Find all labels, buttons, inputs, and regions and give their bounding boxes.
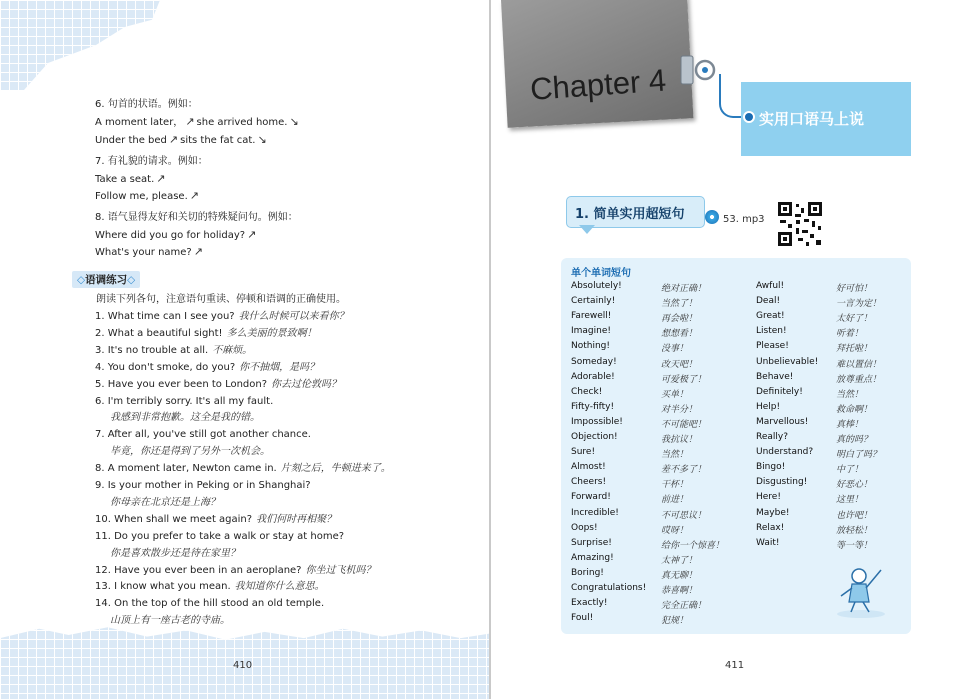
phrase-english: Cheers! bbox=[571, 477, 607, 488]
exercise-chinese: 你是喜欢散步还是待在家里？ bbox=[110, 547, 240, 559]
phrase-english: Bingo! bbox=[756, 462, 786, 473]
phrase-english: Congratulations! bbox=[571, 583, 647, 593]
exercise-line bbox=[95, 342, 252, 359]
phrase-english: Here! bbox=[756, 492, 781, 503]
phrase-english: Definitely! bbox=[756, 386, 803, 397]
exercise-chinese: 你不抽烟，是吗？ bbox=[239, 361, 320, 373]
phrase-chinese: 哎呀！ bbox=[661, 525, 689, 536]
phrase-chinese: 给你一个惊喜！ bbox=[661, 540, 725, 551]
exercise-line bbox=[95, 376, 341, 393]
phrase-english: Behave! bbox=[756, 371, 794, 382]
phrase-chinese: 想想看！ bbox=[661, 329, 698, 340]
exercise-english: 5. Have you ever been to London? bbox=[95, 378, 268, 390]
exercise-line bbox=[95, 393, 273, 410]
phrase-chinese: 真无聊！ bbox=[661, 570, 698, 581]
phrase-english: Listen! bbox=[756, 326, 787, 337]
exercise-chinese: 毕竟，你还是得到了另外一次机会。 bbox=[110, 446, 270, 458]
phrase-english: Farewell! bbox=[571, 311, 612, 322]
exercise-line bbox=[95, 562, 376, 579]
exercise-english: 14. On the top of the hill stood an old temple. bbox=[95, 598, 325, 610]
phrase-english: Fifty-fifty! bbox=[571, 401, 615, 412]
intonation-arrow-icon: ↗ bbox=[156, 172, 166, 185]
chapter-connector bbox=[719, 74, 743, 118]
page-number-left: 410 bbox=[233, 660, 253, 671]
audio-file-label[interactable]: 53. mp3 bbox=[723, 214, 765, 225]
exercise-line bbox=[95, 308, 349, 325]
phrase-chinese: 难以置信！ bbox=[836, 359, 882, 370]
rule-example-text: she arrived home. bbox=[196, 117, 288, 128]
phrase-chinese: 放尊重点！ bbox=[836, 374, 882, 385]
chapter-label: Chapter 4 bbox=[529, 62, 668, 107]
exercise-chinese: 我们何时再相聚？ bbox=[256, 513, 337, 525]
qr-code-icon[interactable] bbox=[776, 200, 824, 248]
rule-example-text: sits the fat cat. bbox=[180, 135, 256, 146]
rule-line: 8. 语气显得友好和关切的特殊疑问句。例如： bbox=[95, 212, 298, 223]
phrase-english: Certainly! bbox=[571, 296, 616, 307]
phrase-chinese: 绝对正确！ bbox=[661, 284, 707, 294]
rule-example-text: Under the bed bbox=[95, 135, 167, 146]
exercise-line bbox=[110, 443, 270, 460]
phrase-english: Awful! bbox=[756, 281, 785, 291]
phrase-chinese: 放轻松！ bbox=[836, 525, 873, 536]
exercise-line bbox=[95, 595, 324, 612]
exercise-chinese: 你去过伦敦吗？ bbox=[271, 378, 342, 390]
exercise-instruction: 朗读下列各句，注意语句重读、停顿和语调的正确使用。 bbox=[96, 294, 346, 305]
topic-title: 1. 简单实用超短句 bbox=[575, 207, 685, 222]
exercise-line bbox=[95, 426, 311, 443]
exercise-chinese: 我什么时候可以来看你？ bbox=[238, 311, 349, 322]
phrase-english: Almost! bbox=[571, 462, 606, 473]
phrase-english: Relax! bbox=[756, 522, 785, 533]
phrase-chinese: 等一等！ bbox=[836, 540, 873, 551]
audio-cd-icon[interactable] bbox=[705, 210, 719, 224]
right-page bbox=[491, 0, 978, 699]
exercise-line bbox=[110, 494, 220, 511]
phrase-chinese: 太神了！ bbox=[661, 555, 698, 566]
phrase-english: Boring! bbox=[571, 567, 604, 578]
exercise-english: 13. I know what you mean. bbox=[95, 581, 231, 593]
exercise-line bbox=[95, 477, 311, 494]
intonation-arrow-icon: ↘ bbox=[289, 115, 299, 128]
phrase-chinese: 当然！ bbox=[661, 450, 689, 461]
rule-line bbox=[95, 226, 258, 244]
phrase-chinese: 犯规！ bbox=[661, 616, 689, 627]
phrase-english: Adorable! bbox=[571, 371, 615, 382]
topic-tab-pointer bbox=[579, 225, 595, 234]
phrase-english: Foul! bbox=[571, 613, 594, 624]
phrase-english: Nothing! bbox=[571, 341, 610, 352]
exercise-english: 10. When shall we meet again? bbox=[95, 513, 253, 525]
exercise-line bbox=[95, 460, 391, 477]
rule-example-text: What's your name? bbox=[95, 247, 192, 258]
phrase-chinese: 一言为定！ bbox=[836, 299, 882, 310]
phrase-chinese: 好恶心！ bbox=[836, 480, 873, 491]
phrase-card-title: 单个单词短句 bbox=[571, 268, 631, 279]
phrase-chinese: 当然！ bbox=[836, 389, 864, 400]
phrase-english: Deal! bbox=[756, 296, 781, 307]
phrase-english: Disgusting! bbox=[756, 477, 808, 488]
rule-line bbox=[95, 131, 269, 149]
rule-line: 6. 句首的状语。例如： bbox=[95, 99, 198, 110]
exercise-line bbox=[95, 511, 336, 528]
binder-clip-icon bbox=[679, 50, 719, 90]
phrase-chinese: 买单！ bbox=[661, 389, 689, 400]
rule-example-text: Where did you go for holiday? bbox=[95, 230, 246, 241]
phrase-chinese: 这里！ bbox=[836, 495, 864, 506]
phrase-chinese: 完全正确！ bbox=[661, 601, 707, 612]
rule-line bbox=[95, 113, 301, 131]
intonation-arrow-icon: ↘ bbox=[257, 133, 267, 146]
phrase-english: Exactly! bbox=[571, 598, 608, 609]
phrase-chinese: 可爱极了！ bbox=[661, 374, 707, 385]
intonation-arrow-icon: ↗ bbox=[247, 228, 257, 241]
phrase-english: Sure! bbox=[571, 447, 596, 458]
grid-decoration-top bbox=[0, 0, 160, 90]
intonation-arrow-icon: ↗ bbox=[193, 245, 203, 258]
rule-line: 7. 有礼貌的请求。例如： bbox=[95, 156, 208, 167]
phrase-chinese: 改天吧！ bbox=[661, 359, 698, 370]
cartoon-figure-icon bbox=[829, 562, 889, 620]
exercise-chinese: 不麻烦。 bbox=[212, 344, 253, 356]
phrase-chinese: 再会啦！ bbox=[661, 314, 698, 325]
exercise-english: 7. After all, you've still got another chance. bbox=[95, 429, 311, 441]
phrase-chinese: 前进！ bbox=[661, 495, 689, 506]
phrase-english: Really? bbox=[756, 432, 789, 442]
exercise-chinese: 我知道你什么意思。 bbox=[234, 581, 325, 593]
phrase-chinese: 好可怕！ bbox=[836, 284, 873, 294]
exercise-chinese: 我感到非常抱歉。这全是我的错。 bbox=[110, 412, 260, 424]
bullet-dot-icon bbox=[743, 111, 755, 123]
section-title: ◇语调练习◇ bbox=[72, 271, 140, 288]
phrase-chinese: 真的吗？ bbox=[836, 435, 873, 445]
phrase-chinese: 拜托啦！ bbox=[836, 344, 873, 355]
exercise-line bbox=[110, 612, 230, 629]
phrase-chinese: 真棒！ bbox=[836, 419, 864, 430]
exercise-english: 9. Is your mother in Peking or in Shanghai? bbox=[95, 480, 311, 491]
phrase-chinese: 救命啊！ bbox=[836, 404, 873, 415]
rule-example-text: Take a seat. bbox=[95, 174, 155, 185]
exercise-english: 4. You don't smoke, do you? bbox=[95, 361, 236, 373]
phrase-chinese: 中了！ bbox=[836, 465, 864, 476]
phrase-chinese: 听着！ bbox=[836, 329, 864, 340]
rule-example-text: A moment later， bbox=[95, 117, 184, 128]
exercise-line bbox=[95, 578, 325, 595]
phrase-chinese: 没事！ bbox=[661, 344, 689, 355]
phrase-chinese: 明白了吗？ bbox=[836, 450, 882, 461]
phrase-chinese: 差不多了！ bbox=[661, 465, 707, 476]
phrase-english: Amazing! bbox=[571, 552, 614, 563]
exercise-english: 6. I'm terribly sorry. It's all my fault. bbox=[95, 395, 274, 407]
exercise-chinese: 片刻之后，牛顿进来了。 bbox=[280, 463, 391, 475]
exercise-line bbox=[95, 325, 317, 342]
exercise-line bbox=[95, 528, 344, 545]
phrase-chinese: 太好了！ bbox=[836, 314, 873, 325]
exercise-chinese: 山顶上有一座古老的寺庙。 bbox=[110, 615, 230, 627]
exercise-chinese: 你母亲在北京还是上海？ bbox=[110, 496, 220, 508]
phrase-chinese: 对半分！ bbox=[661, 404, 698, 415]
exercise-english: 12. Have you ever been in an aeroplane? bbox=[95, 564, 302, 576]
phrase-english: Great! bbox=[756, 311, 785, 322]
chapter-subtitle: 实用口语马上说 bbox=[759, 110, 865, 128]
phrase-chinese: 不可能吧！ bbox=[661, 419, 707, 430]
rule-line bbox=[95, 187, 201, 205]
phrase-chinese: 也许吧！ bbox=[836, 510, 873, 521]
intonation-arrow-icon: ↗ bbox=[168, 133, 179, 146]
phrase-english: Someday! bbox=[571, 356, 617, 367]
page-number-right: 411 bbox=[725, 660, 745, 671]
phrase-english: Absolutely! bbox=[571, 281, 622, 291]
phrase-english: Maybe! bbox=[756, 507, 790, 518]
topic-tab bbox=[566, 196, 705, 228]
rule-line bbox=[95, 170, 167, 188]
phrase-english: Check! bbox=[571, 386, 603, 397]
phrase-english: Unbelievable! bbox=[756, 356, 819, 367]
phrase-english: Incredible! bbox=[571, 507, 619, 518]
phrase-english: Understand? bbox=[756, 447, 814, 458]
exercise-line bbox=[110, 545, 240, 562]
phrase-chinese: 当然了！ bbox=[661, 299, 698, 310]
exercise-english: 3. It's no trouble at all. bbox=[95, 344, 209, 356]
exercise-english: 8. A moment later, Newton came in. bbox=[95, 463, 277, 475]
phrase-chinese: 不可思议！ bbox=[661, 510, 707, 521]
exercise-english: 1. What time can I see you? bbox=[95, 311, 235, 322]
phrase-chinese: 恭喜啊！ bbox=[661, 586, 698, 596]
exercise-english: 2. What a beautiful sight! bbox=[95, 327, 223, 339]
rule-line bbox=[95, 243, 205, 261]
phrase-chinese: 干杯！ bbox=[661, 480, 689, 491]
phrase-english: Impossible! bbox=[571, 416, 623, 427]
phrase-english: Objection! bbox=[571, 432, 618, 442]
phrase-english: Help! bbox=[756, 401, 781, 412]
intonation-arrow-icon: ↗ bbox=[189, 189, 199, 202]
exercise-line bbox=[110, 409, 260, 426]
phrase-english: Marvellous! bbox=[756, 416, 809, 427]
rule-example-text: Follow me, please. bbox=[95, 191, 188, 202]
intonation-arrow-icon: ↗ bbox=[185, 115, 195, 128]
exercise-chinese: 你坐过飞机吗？ bbox=[305, 564, 376, 576]
phrase-english: Surprise! bbox=[571, 537, 612, 548]
phrase-english: Imagine! bbox=[571, 326, 611, 337]
phrase-chinese: 我抗议！ bbox=[661, 435, 698, 445]
exercise-english: 11. Do you prefer to take a walk or stay at home? bbox=[95, 530, 345, 542]
exercise-line bbox=[95, 359, 319, 376]
phrase-english: Please! bbox=[756, 341, 789, 352]
phrase-english: Wait! bbox=[756, 537, 780, 548]
exercise-chinese: 多么美丽的景致啊！ bbox=[226, 327, 317, 339]
phrase-english: Oops! bbox=[571, 522, 598, 533]
phrase-english: Forward! bbox=[571, 492, 611, 503]
